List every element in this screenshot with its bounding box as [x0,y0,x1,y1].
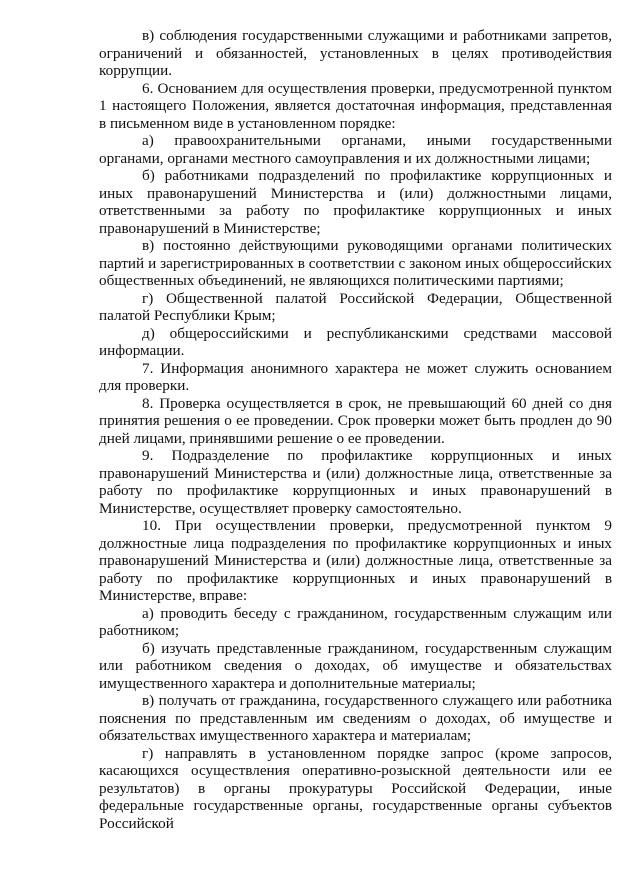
paragraph-6b: б) работниками подразделений по профилактике коррупционных и иных правонарушений Министерства и (или) должностными лицами, ответственными за работу по профилактике коррупционных и иных правонарушений в Министерстве; [99,167,612,237]
paragraph-6a: а) правоохранительными органами, иными государственными органами, органами местного самоуправления и их должностными лицами; [99,132,612,167]
paragraph-7-anonymous: 7. Информация анонимного характера не может служить основанием для проверки. [99,359,612,394]
paragraph-10v: в) получать от гражданина, государственного служащего или работника пояснения по представленным им сведениям о доходах, об имуществе и обязательствах имущественного характера и материалам; [99,692,612,744]
paragraph-3v-compliance: в) соблюдения государственными служащими и работниками запретов, ограничений и обязанностей, установленных в целях противодействия коррупции. [99,27,612,79]
paragraph-6g: г) Общественной палатой Российской Федерации, Общественной палатой Республики Крым; [99,289,612,324]
paragraph-10a: а) проводить беседу с гражданином, государственным служащим или работником; [99,604,612,639]
paragraph-6d: д) общероссийскими и республиканскими средствами массовой информации. [99,324,612,359]
paragraph-10-rights: 10. При осуществлении проверки, предусмотренной пунктом 9 должностные лица подразделения по профилактике коррупционных и иных правонарушений Министерства и (или) должностные лица, ответственные за работу по профилактике коррупционных и иных правонарушений в Министерстве, вправе: [99,517,612,604]
paragraph-6v: в) постоянно действующими руководящими органами политических партий и зарегистрированных в соответствии с законом иных общероссийских общественных объединений, не являющихся политическими партиями; [99,237,612,289]
paragraph-10b: б) изучать представленные гражданином, государственным служащим или работником сведения о доходах, об имуществе и обязательствах имущественного характера и дополнительные материалы; [99,639,612,692]
paragraph-10g: г) направлять в установленном порядке запрос (кроме запросов, касающихся осуществления оперативно-розыскной деятельности или ее результатов) в органы прокуратуры Российской Федерации, иные федеральные государственные органы, государственные органы субъектов Российской [99,744,612,832]
paragraph-6-grounds: 6. Основанием для осуществления проверки, предусмотренной пунктом 1 настоящего Положения, является достаточная информация, представленная в письменном виде в установленном порядке: [99,79,612,132]
paragraph-9-unit: 9. Подразделение по профилактике коррупционных и иных правонарушений Министерства и (или) должностные лица, ответственные за работу по профилактике коррупционных и иных правонарушений в Министерстве, осуществляет проверку самостоятельно. [99,447,612,517]
paragraph-8-term: 8. Проверка осуществляется в срок, не превышающий 60 дней со дня принятия решения о ее проведении. Срок проверки может быть продлен до 90 дней лицами, принявшими решение о ее проведении. [99,394,612,447]
